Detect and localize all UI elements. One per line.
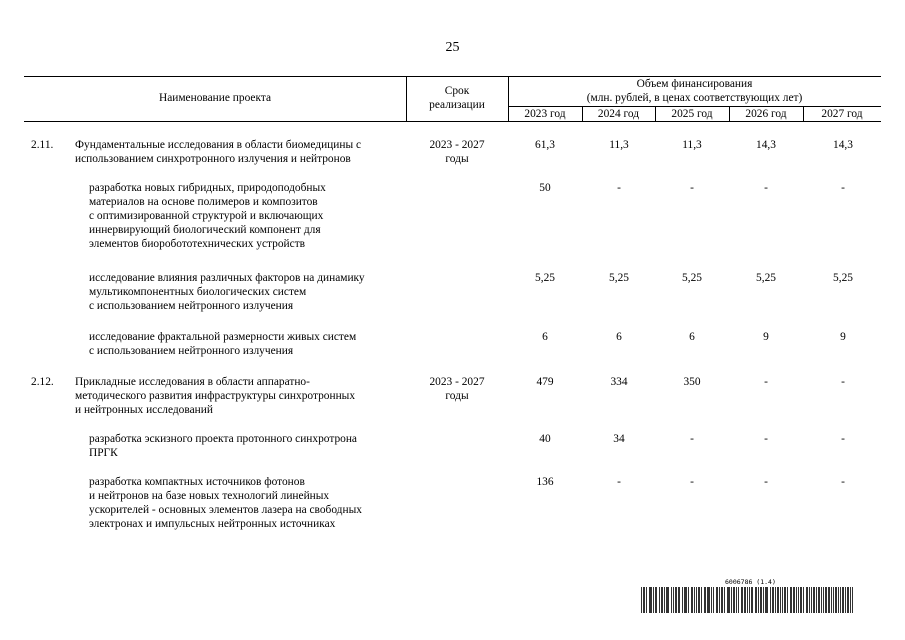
row-value-2024: 34 — [613, 433, 625, 445]
row-value-2024: - — [617, 476, 621, 488]
row-value-2023: 6 — [542, 331, 548, 343]
row-value-2026: - — [764, 376, 768, 388]
row-value-2024: 334 — [610, 376, 628, 388]
row-value-2025: 11,3 — [682, 139, 702, 151]
header-term-line1: Срок — [444, 85, 470, 97]
row-name-line: с использованием нейтронного излучения — [89, 300, 294, 312]
barcode-text: 6006786 (1.4) — [725, 578, 776, 586]
row-value-2026: 5,25 — [756, 272, 776, 284]
row-value-2027: - — [841, 182, 845, 194]
row-value-2026: - — [764, 182, 768, 194]
row-value-2027: 9 — [840, 331, 846, 343]
row-value-2023: 40 — [539, 433, 551, 445]
row-value-2025: - — [690, 433, 694, 445]
row-value-2024: - — [617, 182, 621, 194]
row-term-line: 2023 - 2027 — [429, 376, 485, 388]
row-term-line: годы — [445, 153, 469, 165]
row-value-2025: 5,25 — [682, 272, 702, 284]
header-funding-line1: Объем финансирования — [636, 78, 753, 90]
row-value-2027: - — [841, 433, 845, 445]
row-name-line: исследование влияния различных факторов на динамику — [89, 272, 365, 284]
row-name-line: с оптимизированной структурой и включающих — [89, 210, 324, 222]
row-name-line: Прикладные исследования в области аппаратно- — [75, 376, 310, 388]
page-number: 25 — [445, 40, 460, 55]
row-name-line: с использованием нейтронного излучения — [89, 345, 294, 357]
header-project-name: Наименование проекта — [158, 92, 272, 104]
row-name-line: элементов биоробототехнических устройств — [89, 238, 306, 250]
row-name-line: и нейтронов на базе новых технологий линейных — [89, 490, 330, 502]
row-name-line: разработка эскизного проекта протонного синхротрона — [89, 433, 357, 445]
row-value-2027: 14,3 — [833, 139, 853, 151]
row-value-2025: 6 — [689, 331, 695, 343]
row-value-2027: - — [841, 476, 845, 488]
row-name-line: электронах и импульсных нейтронных источниках — [89, 518, 336, 530]
row-name-line: мультикомпонентных биологических систем — [89, 286, 307, 298]
barcode-image — [641, 587, 856, 613]
row-number: 2.12. — [31, 376, 54, 388]
header-term-line2: реализации — [429, 99, 485, 111]
row-name-line: материалов на основе полимеров и композитов — [89, 196, 318, 208]
row-number: 2.11. — [31, 139, 54, 151]
row-value-2027: 5,25 — [833, 272, 853, 284]
row-name-line: исследование фрактальной размерности живых систем — [89, 331, 357, 343]
row-term-line: годы — [445, 390, 469, 402]
row-value-2023: 61,3 — [535, 139, 555, 151]
row-name-line: и нейтронных исследований — [75, 404, 213, 416]
row-name-line: Фундаментальные исследования в области биомедицины с — [75, 139, 362, 151]
row-term-line: 2023 - 2027 — [429, 139, 485, 151]
row-value-2027: - — [841, 376, 845, 388]
row-name-line: методического развития инфраструктуры синхротронных — [75, 390, 356, 402]
row-value-2023: 50 — [539, 182, 551, 194]
row-name-line: ускорителей - основных элементов лазера на свободных — [89, 504, 362, 516]
row-value-2026: 9 — [763, 331, 769, 343]
row-value-2024: 11,3 — [609, 139, 629, 151]
row-value-2026: 14,3 — [756, 139, 776, 151]
years-top-rule — [508, 106, 881, 107]
row-value-2023: 136 — [536, 476, 554, 488]
row-value-2026: - — [764, 433, 768, 445]
row-value-2025: - — [690, 182, 694, 194]
row-name-line: ПРГК — [89, 447, 118, 459]
row-value-2025: - — [690, 476, 694, 488]
row-name-line: разработка новых гибридных, природоподобных — [89, 182, 326, 194]
header-year-2026: 2026 год — [745, 108, 787, 120]
header-year-2027: 2027 год — [821, 108, 863, 120]
row-value-2024: 5,25 — [609, 272, 629, 284]
header-year-2025: 2025 год — [671, 108, 713, 120]
row-value-2023: 5,25 — [535, 272, 555, 284]
header-bottom-rule — [24, 121, 881, 122]
header-year-2024: 2024 год — [597, 108, 640, 120]
row-value-2024: 6 — [616, 331, 622, 343]
table-top-rule — [24, 76, 881, 77]
row-value-2025: 350 — [683, 376, 701, 388]
row-name-line: иннервирующий биологический компонент для — [89, 224, 321, 236]
header-funding-line2: (млн. рублей, в ценах соответствующих лет) — [586, 92, 803, 104]
row-value-2026: - — [764, 476, 768, 488]
row-name-line: разработка компактных источников фотонов — [89, 476, 305, 488]
row-name-line: использованием синхротронного излучения и нейтронов — [75, 153, 351, 165]
header-year-2023: 2023 год — [524, 108, 566, 120]
row-value-2023: 479 — [536, 376, 554, 388]
